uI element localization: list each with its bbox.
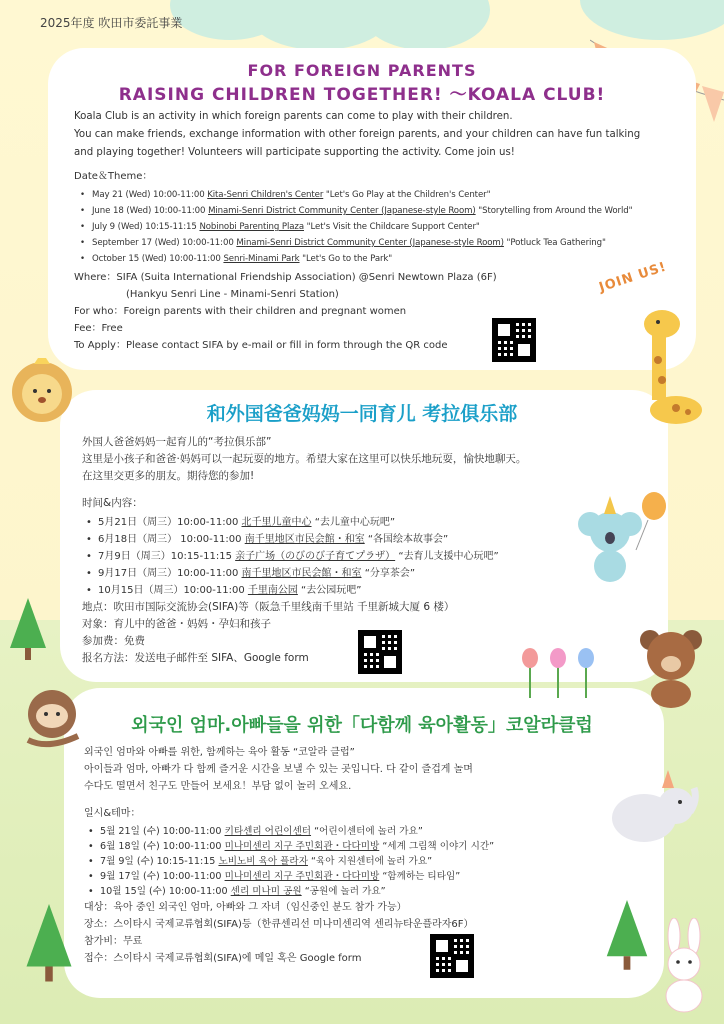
- schedule-heading: 일시&테마：: [84, 808, 141, 819]
- apply-line: 报名方法：发送电子邮件至 SIFA、Google form: [82, 652, 309, 664]
- qr-code-icon[interactable]: [358, 630, 402, 674]
- schedule-item: • 6月18日（周三） 10:00-11:00 南千里地区市民会館・和室 “各国绘本故事会”: [86, 531, 662, 548]
- intro-line: 外国人爸爸妈妈一起育儿的“考拉俱乐部”: [82, 436, 272, 448]
- giraffe-icon: [618, 300, 708, 430]
- venue-link[interactable]: Minami-Senri District Community Center (Japanese-style Room): [208, 206, 476, 216]
- for-who-line: For who：Foreign parents with their children and pregnant women: [74, 306, 407, 317]
- venue-link[interactable]: 노비노비 육아 플라자: [218, 856, 308, 867]
- where-line: 地点：吹田市国际交流协会(SIFA)等（阪急千里线南千里站 千里新城大厦 6 楼）: [82, 601, 455, 613]
- schedule-item: • June 18 (Wed) 10:00-11:00 Minami-Senri District Community Center (Japanese-style Room) "Storytelling from Around the World": [80, 203, 694, 219]
- intro-line: 아이들과 엄마, 아빠가 다 함께 즐거운 시간을 보낼 수 있는 곳입니다. 다 같이 즐겁게 놀며: [84, 764, 473, 775]
- intro-line: 수다도 떨면서 친구도 만들어 보세요！부담 없이 놀러 오세요.: [84, 781, 352, 792]
- chinese-title: 和外国爸爸妈妈一同育儿 考拉俱乐部: [206, 403, 518, 425]
- elephant-icon: [600, 770, 700, 850]
- for-who-line: 对象：育儿中的爸爸・妈妈・孕妇和孩子: [82, 618, 271, 630]
- schedule-item: • September 17 (Wed) 10:00-11:00 Minami-Senri District Community Center (Japanese-style Room) "Potluck Tea Gathering": [80, 235, 694, 251]
- intro-line: 在这里交更多的朋友。期待您的参加!: [82, 470, 255, 482]
- venue-link[interactable]: 亲子广场（のびのび子育てプラザ）: [235, 551, 396, 562]
- english-intro: [74, 108, 674, 162]
- korean-details: [84, 744, 654, 967]
- schedule-item: • 7월 9일 (수) 10:15-11:15 노비노비 육아 플라자 “육아 지원센터에 놀러 가요”: [88, 854, 654, 869]
- where-line: Where：SIFA (Suita International Friendship Association) @Senri Newtown Plaza (6F): [74, 272, 497, 283]
- apply-line: 접수：스이타시 국제교류협회(SIFA)에 메일 혹은 Google form: [84, 953, 362, 964]
- schedule-item: • 7月9日（周三）10:15-11:15 亲子广场（のびのび子育てプラザ） “去育儿支援中心玩吧”: [86, 548, 662, 565]
- venue-link[interactable]: 미나미센리 지구 주민회관・다다미방: [224, 871, 380, 882]
- schedule-item: • July 9 (Wed) 10:15-11:15 Nobinobi Parenting Plaza "Let's Visit the Childcare Support Center": [80, 219, 694, 235]
- qr-code-icon[interactable]: [430, 934, 474, 978]
- program-label: 2025年度 吹田市委託事業: [40, 16, 183, 30]
- tree-icon: [24, 904, 74, 984]
- intro-line: 외국인 엄마와 아빠를 위한, 함께하는 육아 활동 “코알라 클럽”: [84, 747, 355, 758]
- venue-link[interactable]: 미나미센리 지구 주민회관・다다미방: [224, 841, 380, 852]
- korean-title: 외국인 엄마.아빠들을 위한「다함께 육아활동」코알라클럽: [131, 715, 593, 736]
- venue-link[interactable]: 北千里儿童中心: [241, 517, 312, 528]
- english-title-line2: RAISING CHILDREN TOGETHER! ～KOALA CLUB!: [118, 85, 606, 105]
- venue-link[interactable]: 南千里地区市民会館・和室: [244, 534, 365, 545]
- apply-line: To Apply：Please contact SIFA by e-mail or fill in form through the QR code: [74, 340, 448, 351]
- intro-line: 这里是小孩子和爸爸·妈妈可以一起玩耍的地方。希望大家在这里可以快乐地玩耍，愉快地聊天。: [82, 453, 527, 465]
- venue-link[interactable]: Kita-Senri Children's Center: [207, 190, 324, 200]
- english-schedule-list: [80, 187, 694, 267]
- venue-link[interactable]: Senri-Minami Park: [223, 254, 300, 264]
- schedule-item: • 9月17日（周三）10:00-11:00 南千里地区市民会館・和室 “分享茶会”: [86, 565, 662, 582]
- schedule-item: • 6월 18일 (수) 10:00-11:00 미나미센리 지구 주민회관・다다미방 “세계 그림책 이야기 시간”: [88, 839, 654, 854]
- intro-line: and playing together! Volunteers will participate supporting the activity. Come join us!: [74, 147, 515, 158]
- english-details: [74, 168, 694, 354]
- where-line: 장소：스이타시 국제교류협회(SIFA)등（한큐센리선 미나미센리역 센리뉴타운플라자6F）: [84, 919, 474, 930]
- join-us-text: JOIN US!: [597, 259, 669, 296]
- schedule-item: • May 21 (Wed) 10:00-11:00 Kita-Senri Children's Center "Let's Go Play at the Children's Center": [80, 187, 694, 203]
- where-line-2: (Hankyu Senri Line - Minami-Senri Station): [126, 289, 339, 300]
- english-title-line1: FOR FOREIGN PARENTS: [247, 61, 477, 80]
- tree-icon: [8, 598, 48, 662]
- tree-icon: [604, 900, 650, 972]
- schedule-item: • 10月15日（周三）10:00-11:00 千里南公园 “去公园玩吧”: [86, 582, 662, 599]
- tulip-icon: [518, 648, 618, 698]
- intro-line: You can make friends, exchange information with other foreign parents, and your children can have fun talking: [74, 129, 641, 140]
- schedule-item: • 5月21日（周三）10:00-11:00 北千里儿童中心 “去儿童中心玩吧”: [86, 514, 662, 531]
- venue-link[interactable]: Minami-Senri District Community Center (Japanese-style Room): [236, 238, 504, 248]
- fee-line: Fee：Free: [74, 323, 123, 334]
- venue-link[interactable]: 千里南公园: [247, 585, 298, 596]
- koala-icon: [576, 490, 672, 590]
- lion-icon: [8, 358, 78, 430]
- venue-link[interactable]: 센리 미나미 공원: [230, 886, 302, 897]
- korean-schedule-list: [88, 824, 654, 899]
- fee-line: 参加费：免费: [82, 635, 145, 647]
- venue-link[interactable]: 키타센리 어린이센터: [224, 826, 312, 837]
- qr-code-icon[interactable]: [492, 318, 536, 362]
- for-who-line: 대상：육아 중인 외국인 엄마, 아빠와 그 자녀（임신중인 분도 참가 가능）: [84, 902, 407, 913]
- venue-link[interactable]: 南千里地区市民会館・和室: [241, 568, 362, 579]
- venue-link[interactable]: Nobinobi Parenting Plaza: [199, 222, 304, 232]
- schedule-heading: 时间&内容：: [82, 497, 143, 509]
- intro-line: Koala Club is an activity in which foreign parents can come to play with their children.: [74, 111, 513, 122]
- bear-icon: [630, 624, 714, 708]
- schedule-item: • October 15 (Wed) 10:00-11:00 Senri-Minami Park "Let's Go to the Park": [80, 251, 694, 267]
- sloth-icon: [18, 684, 88, 754]
- schedule-item: • 5월 21일 (수) 10:00-11:00 키타센리 어린이센터 “어린이센터에 놀러 가요”: [88, 824, 654, 839]
- rabbit-icon: [656, 918, 712, 1014]
- schedule-item: • 10월 15일 (수) 10:00-11:00 센리 미나미 공원 “공원에 놀러 가요”: [88, 884, 654, 899]
- fee-line: 참가비：무료: [84, 936, 143, 947]
- schedule-heading: Date＆Theme：: [74, 171, 153, 182]
- schedule-item: • 9월 17일 (수) 10:00-11:00 미나미센리 지구 주민회관・다다미방 “함께하는 티타임”: [88, 869, 654, 884]
